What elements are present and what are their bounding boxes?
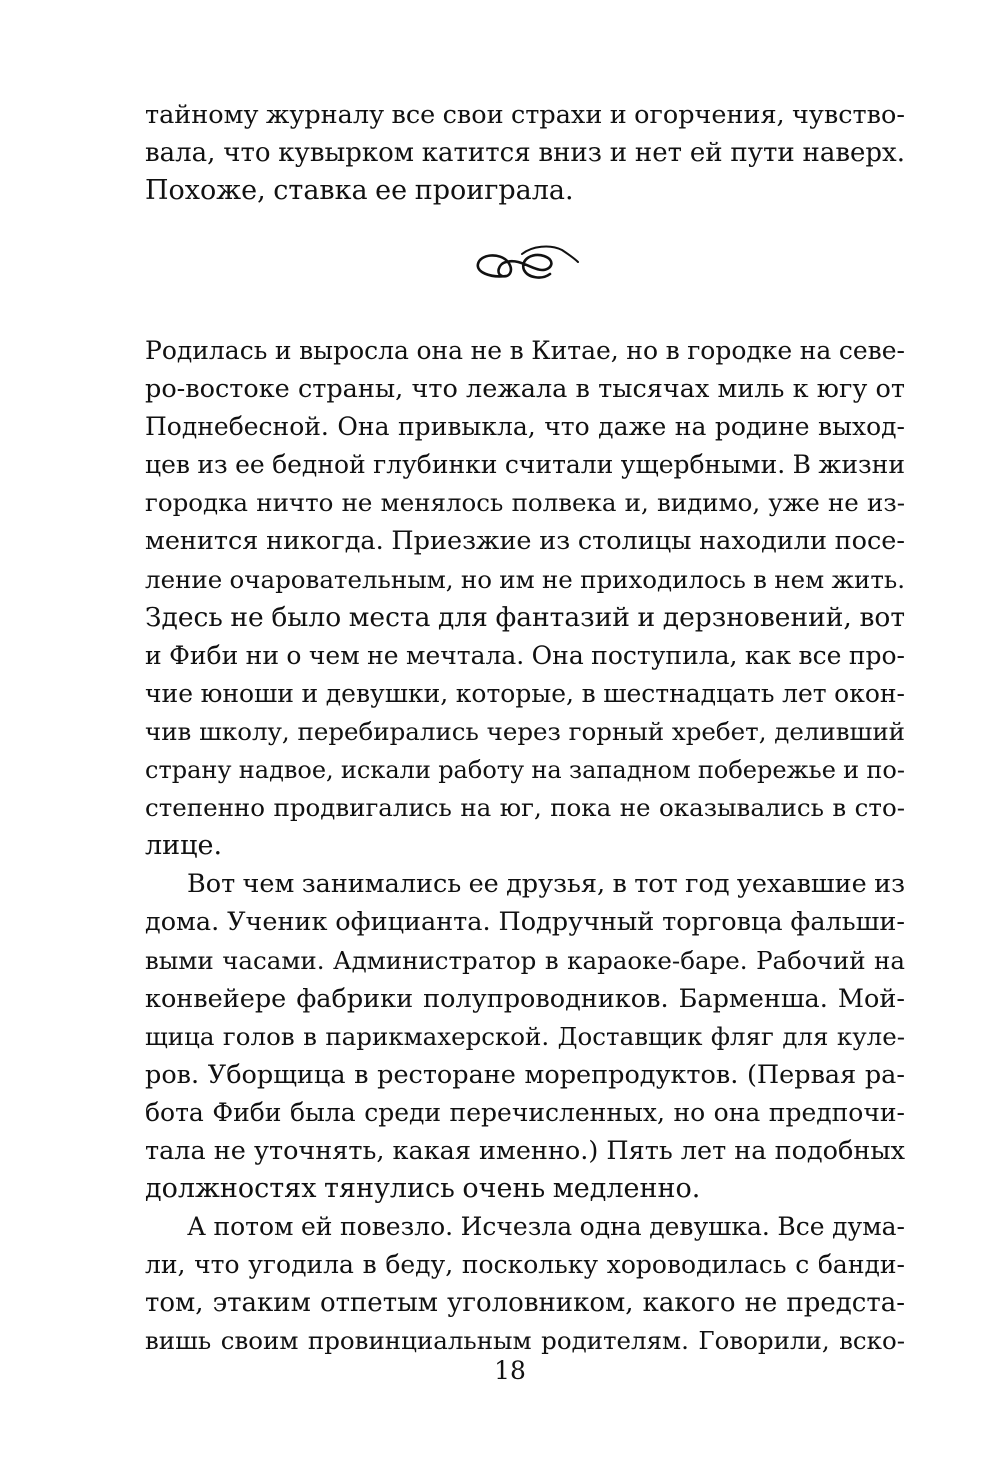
text-line: чие юноши и девушки, которые, в шестнадцать лет окон- <box>145 678 905 708</box>
text-line: тайному журналу все свои страхи и огорчения, чувство- <box>145 100 905 130</box>
text-line: ров. Уборщица в ресторане морепродуктов. (Первая ра- <box>145 1059 905 1090</box>
text-line: вишь своим провинциальным родителям. Говорили, вско- <box>145 1326 905 1356</box>
paragraph-1 <box>145 96 905 210</box>
text-line: лице. <box>145 830 223 862</box>
text-line: щица голов в парикмахерской. Доставщик фляг для куле- <box>145 1021 905 1051</box>
text-line: ро-востоке страны, что лежала в тысячах миль к югу от <box>145 374 905 405</box>
text-line: том, этаким отпетым уголовником, какого не предста- <box>145 1288 905 1319</box>
text-line: Поднебесной. Она привыкла, что даже на родине выход- <box>145 412 905 442</box>
section-break-ornament-icon <box>470 240 580 290</box>
text-line: Похоже, ставка ее проиграла. <box>145 175 574 207</box>
text-line: страну надвое, искали работу на западном побережье и по- <box>145 756 905 785</box>
text-line: выми часами. Администратор в караоке-баре. Рабочий на <box>145 945 905 975</box>
page-number: 18 <box>494 1356 526 1385</box>
text-line: вала, что кувырком катится вниз и нет ей пути наверх. <box>145 138 905 169</box>
text-line: ли, что угодила в беду, поскольку хороводилась с банди- <box>145 1250 905 1280</box>
text-line: Здесь не было места для фантазий и дерзновений, вот <box>145 601 905 633</box>
text-line: Родилась и выросла она не в Китае, но в городке на севе- <box>145 336 905 365</box>
text-line: тала не уточнять, какая именно.) Пять лет на подобных <box>145 1135 905 1166</box>
paragraph-4 <box>145 1208 905 1360</box>
text-line: городка ничто не менялось полвека и, видимо, уже не из- <box>145 488 905 518</box>
text-line: бота Фиби была среди перечисленных, но она предпочи- <box>145 1097 905 1127</box>
text-line: чив школу, перебирались через горный хребет, деливший <box>145 716 905 746</box>
text-line: должностях тянулись очень медленно. <box>145 1173 701 1205</box>
text-line: менится никогда. Приезжие из столицы находили посе- <box>145 526 905 557</box>
chapter-body <box>145 332 905 1361</box>
text-line: А потом ей повезло. Исчезла одна девушка. Все дума- <box>187 1212 905 1242</box>
text-line: степенно продвигались на юг, пока не оказывались в сто- <box>145 793 905 823</box>
book-page <box>145 96 905 1396</box>
text-line: Вот чем занимались ее друзья, в тот год уехавшие из <box>187 869 905 900</box>
text-line: дома. Ученик официанта. Подручный торговца фальши- <box>145 907 905 938</box>
paragraph-3 <box>145 865 905 1208</box>
paragraph-2 <box>145 332 905 865</box>
text-line: и Фиби ни о чем не мечтала. Она поступила, как все про- <box>145 640 905 670</box>
text-line: конвейере фабрики полупроводников. Барменша. Мой- <box>145 983 905 1014</box>
text-line: ление очаровательным, но им не приходилось в нем жить. <box>145 564 905 594</box>
text-line: цев из ее бедной глубинки считали ущербными. В жизни <box>145 450 905 480</box>
